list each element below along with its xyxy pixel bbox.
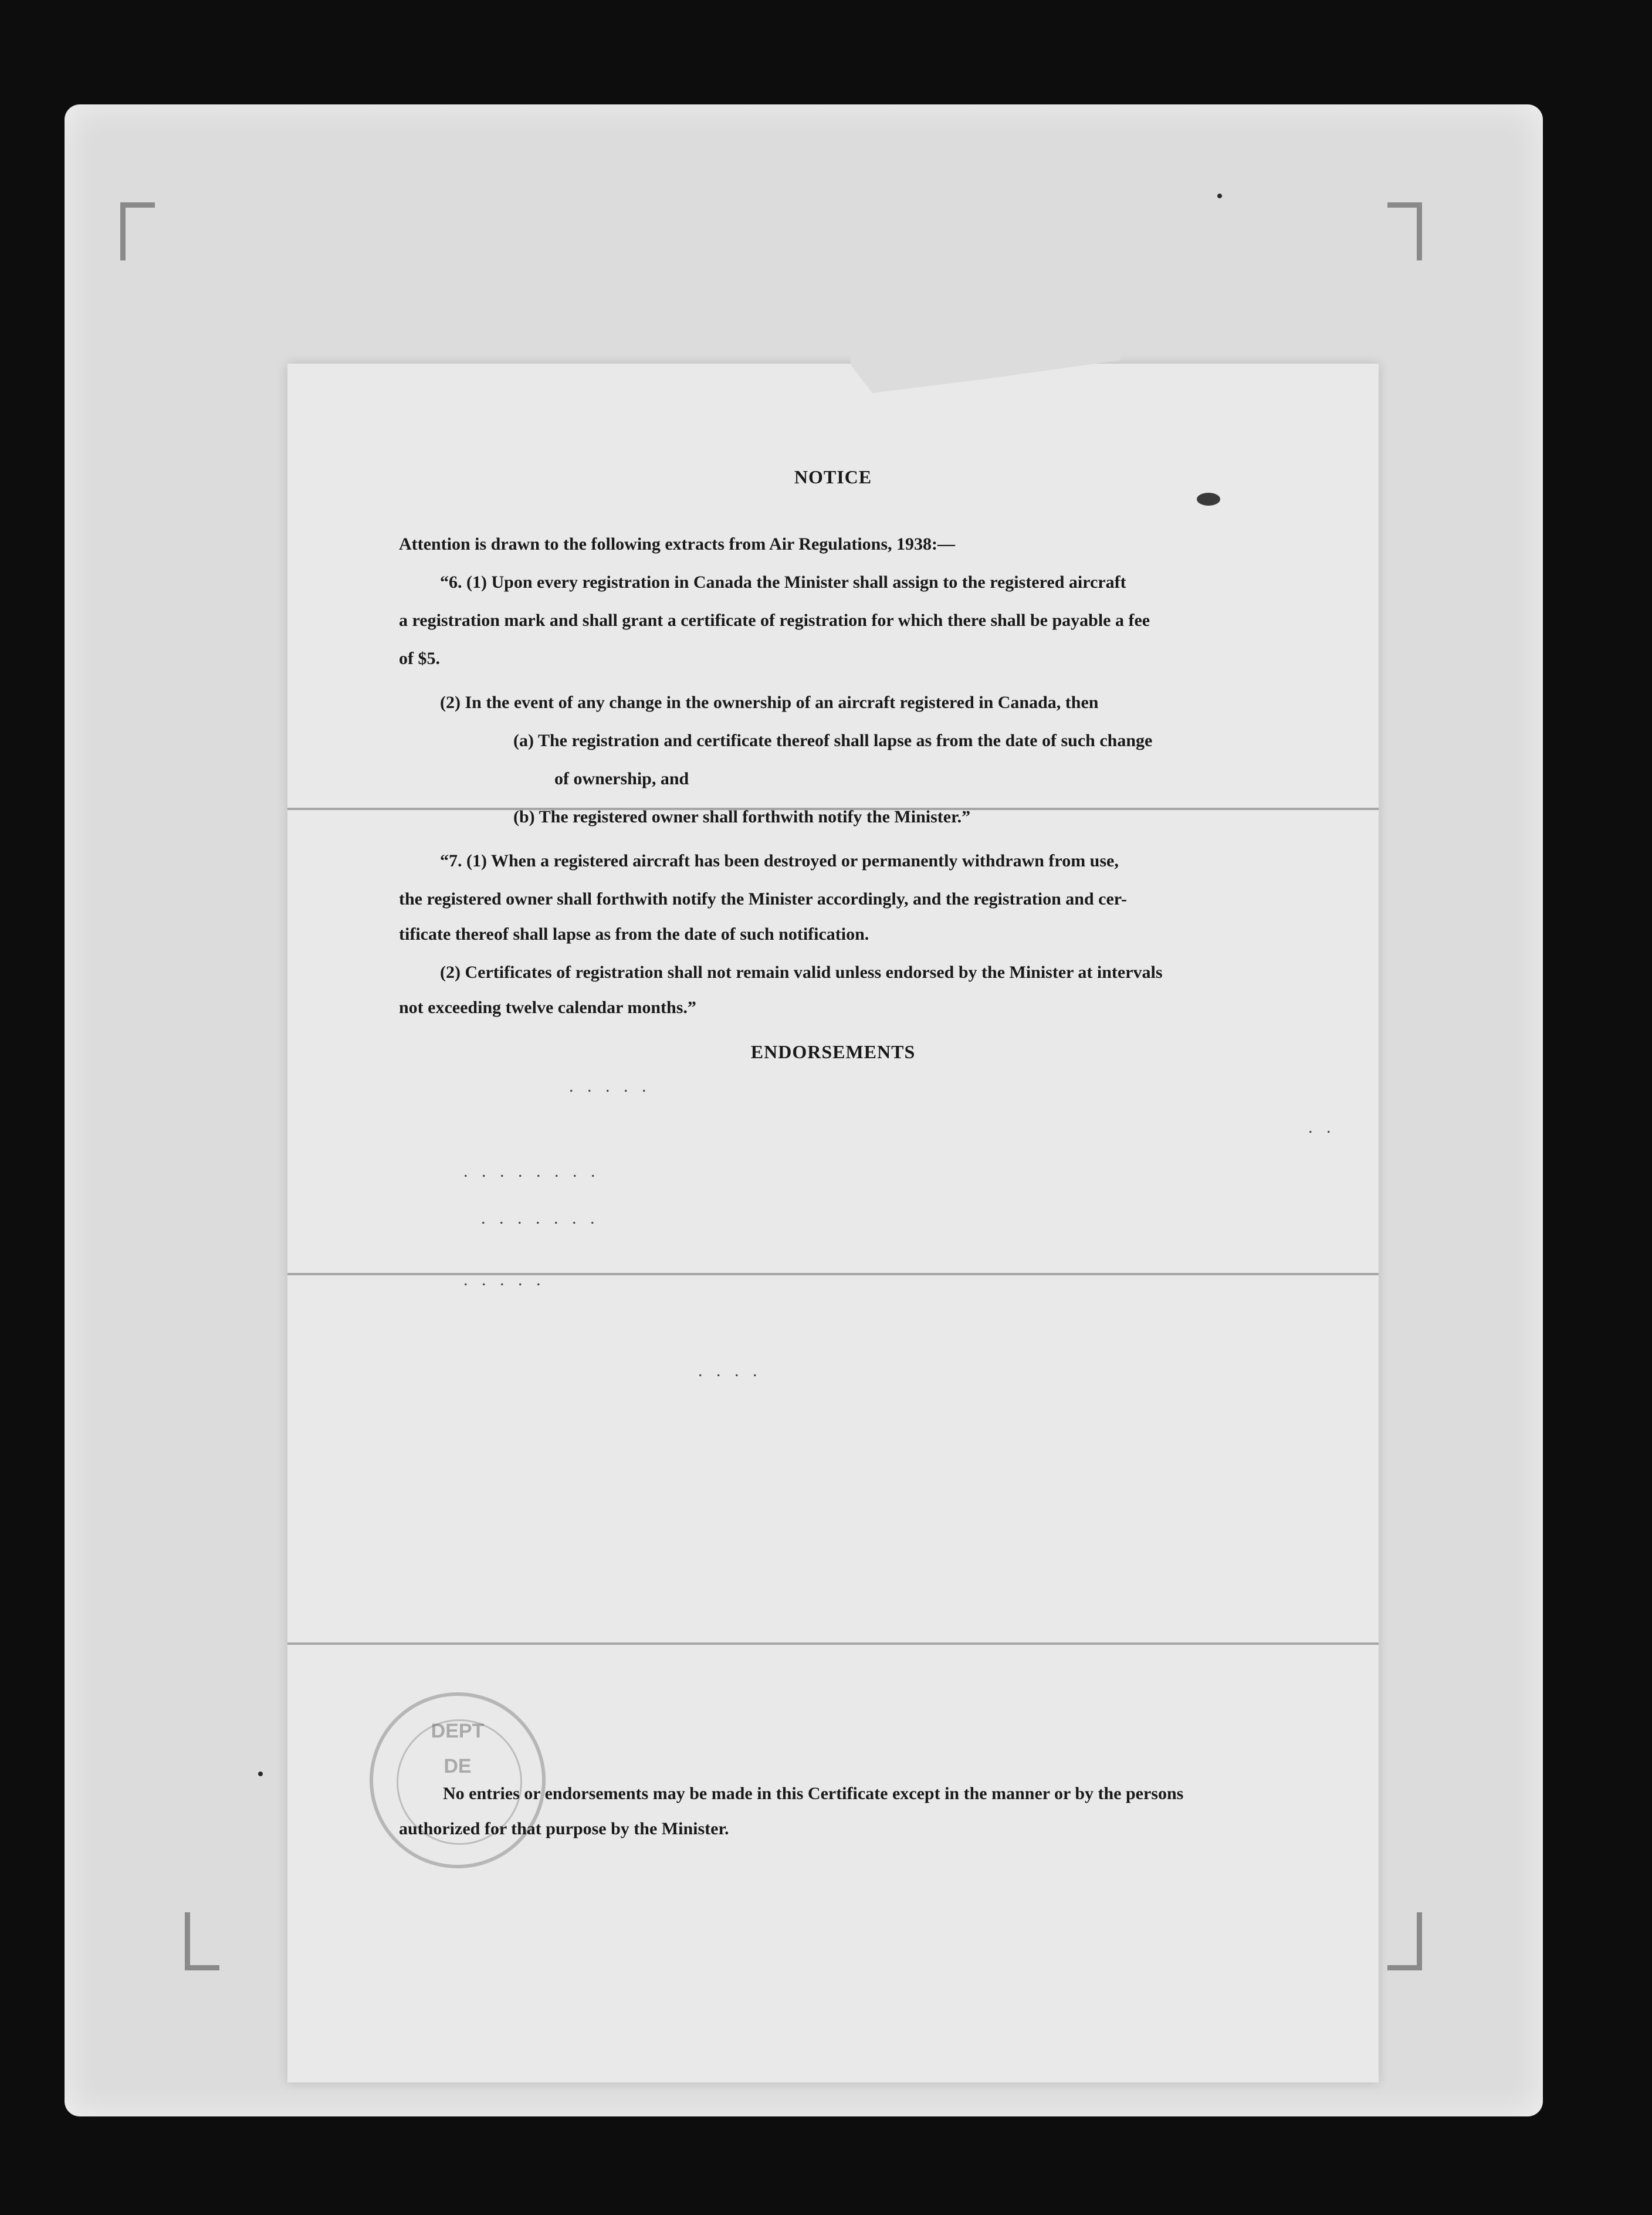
ink-speck — [1217, 194, 1222, 198]
crop-mark-top-right — [1387, 202, 1422, 260]
reg7-para2-line1: (2) Certificates of registration shall not remain valid unless endorsed by the Minister at intervals — [440, 963, 1163, 982]
crop-mark-bottom-left — [185, 1912, 219, 1970]
reg7-para1-line1: “7. (1) When a registered aircraft has been destroyed or permanently withdrawn from use, — [440, 851, 1119, 871]
reg6-item-a-line2: of ownership, and — [554, 769, 689, 788]
reg6-para1-line2: a registration mark and shall grant a certificate of registration for which there shall be payable a fee — [399, 611, 1150, 630]
footer-line2: authorized for that purpose by the Minister. — [399, 1819, 729, 1838]
endorsements-title: ENDORSEMENTS — [750, 1041, 916, 1062]
department-seal: DEPT DE — [370, 1692, 546, 1868]
ink-speck — [258, 1772, 263, 1776]
reg6-para1-line3: of $5. — [399, 649, 440, 668]
faint-dots: . . . . . — [463, 1270, 546, 1289]
fold-line — [287, 1273, 1379, 1275]
reg7-para1-line2: the registered owner shall forthwith notify the Minister accordingly, and the registration and cer- — [399, 889, 1128, 909]
footer-line1: No entries or endorsements may be made in this Certificate except in the manner or by the persons — [443, 1784, 1184, 1803]
notice-intro: Attention is drawn to the following extracts from Air Regulations, 1938:— — [399, 534, 955, 554]
reg7-para1-line3: tificate thereof shall lapse as from the date of such notification. — [399, 924, 869, 944]
faint-dots: . . . . . . . . — [463, 1161, 600, 1181]
crop-mark-top-left — [120, 202, 155, 260]
ink-speck — [1197, 493, 1220, 506]
reg7-para2-line2: not exceeding twelve calendar months.” — [399, 998, 696, 1017]
faint-dots: . . . . . — [569, 1076, 651, 1096]
notice-title: NOTICE — [794, 466, 872, 487]
faint-dots: . . . . — [698, 1361, 762, 1380]
reg6-item-a-line1: (a) The registration and certificate thereof shall lapse as from the date of such change — [513, 731, 1153, 750]
faint-dots: . . . . . . . — [481, 1208, 600, 1228]
reg6-para1-line1: “6. (1) Upon every registration in Canada the Minister shall assign to the registered aircraft — [440, 573, 1126, 592]
reg6-para2: (2) In the event of any change in the ownership of an aircraft registered in Canada, then — [440, 693, 1099, 712]
faint-dots: . . — [1308, 1117, 1336, 1137]
reg6-item-b: (b) The registered owner shall forthwith notify the Minister.” — [513, 807, 971, 827]
crop-mark-bottom-right — [1387, 1912, 1422, 1970]
fold-line — [287, 1642, 1379, 1645]
certificate-page — [287, 364, 1379, 2082]
